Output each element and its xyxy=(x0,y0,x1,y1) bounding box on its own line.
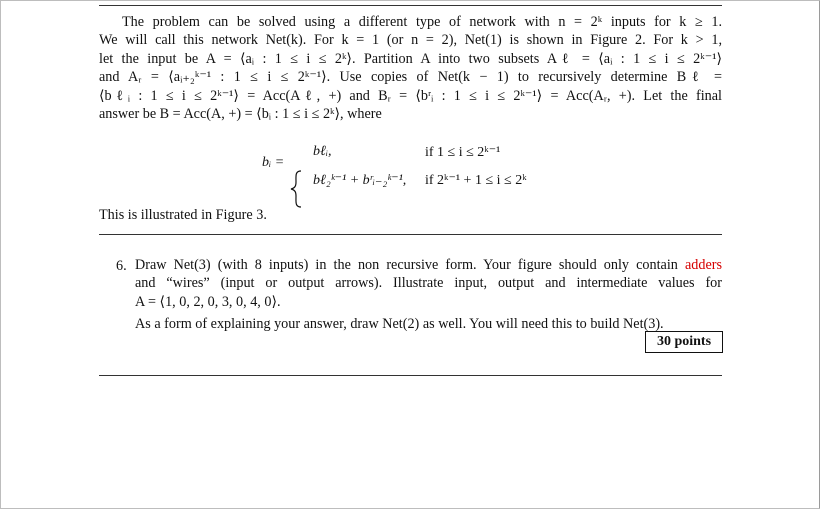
intro-line-4: and Aᵣ = ⟨aᵢ₊₂ᵏ⁻¹ : 1 ≤ i ≤ 2ᵏ⁻¹⟩. Use copies of Net(k − 1) to recursively determine Bℓ = xyxy=(99,69,722,86)
question-paragraph xyxy=(135,256,722,334)
question-line-2: and “wires” (input or output arrows). Illustrate input, output and intermediate values for xyxy=(135,275,722,292)
case1-condition: if 1 ≤ i ≤ 2ᵏ⁻¹ xyxy=(425,145,501,160)
equation-lhs: bᵢ = xyxy=(262,155,285,170)
adders-highlight: adders xyxy=(684,257,722,273)
intro-line-6: answer be B = Acc(A, +) = ⟨bᵢ : 1 ≤ i ≤ 2ᵏ⟩, where xyxy=(99,106,382,123)
intro-line-2: We will call this network Net(k). For k = 1 (or n = 2), Net(1) is shown in Figure 2. For k > 1, xyxy=(99,32,722,49)
question-line-3: A = ⟨1, 0, 2, 0, 3, 0, 4, 0⟩. xyxy=(135,293,281,310)
intro-line-1: The problem can be solved using a different type of network with n = 2ᵏ inputs for k ≥ 1. xyxy=(122,14,722,30)
illustrated-paragraph xyxy=(99,206,722,224)
case1-expression: bℓᵢ, xyxy=(313,144,332,159)
left-brace-icon xyxy=(290,170,302,208)
question-line-1 xyxy=(135,256,722,274)
question-number: 6. xyxy=(116,258,127,274)
intro-line-3: let the input be A = ⟨aᵢ : 1 ≤ i ≤ 2ᵏ⟩. Partition A into two subsets Aℓ = ⟨aᵢ : 1 ≤ i ≤ 2ᵏ⁻¹⟩ xyxy=(99,50,722,67)
intro-line-5: ⟨bℓᵢ : 1 ≤ i ≤ 2ᵏ⁻¹⟩ = Acc(Aℓ, +) and Bᵣ = ⟨bʳᵢ : 1 ≤ i ≤ 2ᵏ⁻¹⟩ = Acc(Aᵣ, +). Let the final xyxy=(99,87,722,104)
case2-condition: if 2ᵏ⁻¹ + 1 ≤ i ≤ 2ᵏ xyxy=(425,173,527,188)
top-rule xyxy=(99,5,722,6)
question-line-1-text: Draw Net(3) (with 8 inputs) in the non recursive form. Your figure should only contain xyxy=(135,257,678,273)
question-line-4: As a form of explaining your answer, draw Net(2) as well. You will need this to build Net(3). xyxy=(135,316,664,333)
bottom-rule xyxy=(99,375,722,376)
case2-expression: bℓ₂ᵏ⁻¹ + bʳᵢ₋₂ᵏ⁻¹, xyxy=(313,173,407,188)
points-badge: 30 points xyxy=(645,331,723,353)
intro-paragraph xyxy=(99,13,722,123)
illustrated-text: This is illustrated in Figure 3. xyxy=(99,207,267,223)
middle-rule xyxy=(99,234,722,235)
